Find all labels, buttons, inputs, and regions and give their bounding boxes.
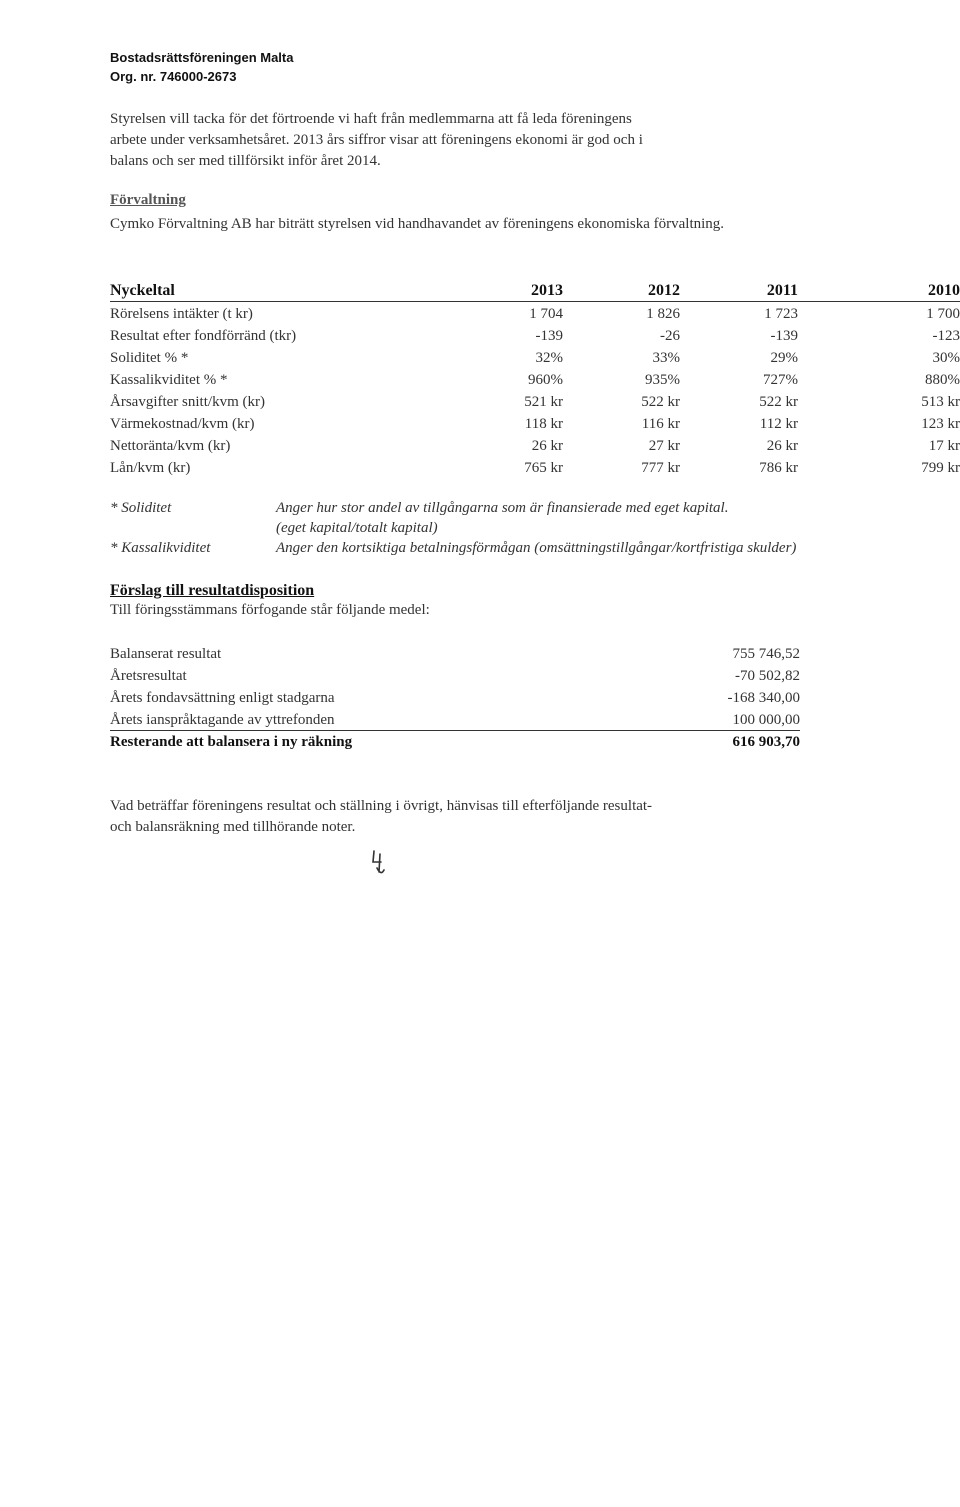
row-label: Lån/kvm (kr) (110, 460, 191, 476)
intro-line: Styrelsen vill tacka för det förtroende vi haft från medlemmarna att få leda föreningens (110, 111, 632, 127)
row-label: Balanserat resultat (110, 646, 222, 662)
cell: 32% (535, 350, 563, 366)
year-2010: 2010 (928, 282, 960, 299)
forvaltning-heading: Förvaltning (110, 192, 186, 208)
cell: 1 704 (529, 306, 563, 322)
cell: 116 kr (641, 416, 680, 432)
disposition-row (110, 646, 800, 668)
intro-line: balans och ser med tillförsikt inför året 2014. (110, 153, 381, 169)
table-row (110, 328, 960, 350)
cell: 17 kr (928, 438, 960, 454)
kassa-note-label: * Kassalikviditet (110, 540, 211, 556)
header-rule (110, 301, 960, 302)
table-row (110, 416, 960, 438)
cell: 1 723 (764, 306, 798, 322)
amount: -168 340,00 (727, 690, 800, 706)
cell: 27 kr (648, 438, 680, 454)
row-label: Åretsresultat (110, 668, 187, 684)
cell: 786 kr (759, 460, 798, 476)
nyckeltal-title: Nyckeltal (110, 282, 175, 299)
year-2013: 2013 (531, 282, 563, 299)
total-amount: 616 903,70 (732, 734, 800, 750)
disposition-intro: Till föringsstämmans förfogande står följande medel: (110, 602, 430, 618)
closing-line: Vad beträffar föreningens resultat och ställning i övrigt, hänvisas till efterföljande resultat- (110, 798, 653, 814)
cell: -26 (660, 328, 680, 344)
cell: 960% (528, 372, 563, 388)
org-number: Org. nr. 746000-2673 (110, 69, 237, 84)
disposition-total-row (110, 734, 800, 756)
row-label: Årets ianspråktagande av yttrefonden (110, 712, 335, 728)
cell: 522 kr (759, 394, 798, 410)
cell: 112 kr (759, 416, 798, 432)
disposition-row (110, 668, 800, 690)
cell: 880% (925, 372, 960, 388)
closing-line: och balansräkning med tillhörande noter. (110, 819, 356, 835)
row-label: Rörelsens intäkter (t kr) (110, 306, 253, 322)
org-name: Bostadsrättsföreningen Malta (110, 50, 294, 65)
cell: 777 kr (641, 460, 680, 476)
cell: 799 kr (921, 460, 960, 476)
table-row (110, 394, 960, 416)
disposition-row (110, 690, 800, 712)
handwritten-initials (368, 848, 390, 878)
table-row (110, 372, 960, 394)
forvaltning-text: Cymko Förvaltning AB har biträtt styrelsen vid handhavandet av föreningens ekonomiska förvaltning. (110, 216, 725, 232)
table-row (110, 438, 960, 460)
cell: 26 kr (766, 438, 798, 454)
cell: 513 kr (921, 394, 960, 410)
cell: 521 kr (524, 394, 563, 410)
soliditet-note-formula: (eget kapital/totalt kapital) (276, 520, 438, 536)
cell: 1 826 (646, 306, 680, 322)
cell: 26 kr (531, 438, 563, 454)
table-row (110, 460, 960, 482)
intro-line: arbete under verksamhetsåret. 2013 års siffror visar att föreningens ekonomi är god och i (110, 132, 643, 148)
total-label: Resterande att balansera i ny räkning (110, 734, 353, 750)
kassa-note-text: Anger den kortsiktiga betalningsförmågan (omsättningstillgångar/kortfristiga skulder) (276, 540, 797, 556)
amount: 100 000,00 (732, 712, 800, 728)
cell: 522 kr (641, 394, 680, 410)
row-label: Nettoränta/kvm (kr) (110, 438, 231, 454)
cell: -139 (770, 328, 798, 344)
row-label: Kassalikviditet % * (110, 372, 228, 388)
soliditet-note-label: * Soliditet (110, 500, 172, 516)
year-2012: 2012 (648, 282, 680, 299)
row-label: Soliditet % * (110, 350, 189, 366)
amount: 755 746,52 (732, 646, 800, 662)
row-label: Årets fondavsättning enligt stadgarna (110, 690, 335, 706)
cell: 30% (932, 350, 960, 366)
row-label: Årsavgifter snitt/kvm (kr) (110, 394, 265, 410)
total-rule (110, 730, 800, 731)
cell: -123 (932, 328, 960, 344)
cell: 727% (763, 372, 798, 388)
cell: 935% (645, 372, 680, 388)
closing-paragraph (110, 796, 652, 838)
cell: 123 kr (921, 416, 960, 432)
row-label: Resultat efter fondförränd (tkr) (110, 328, 297, 344)
cell: 33% (652, 350, 680, 366)
cell: 118 kr (524, 416, 563, 432)
soliditet-note-text: Anger hur stor andel av tillgångarna som är finansierade med eget kapital. (276, 500, 729, 516)
cell: 1 700 (926, 306, 960, 322)
disposition-heading: Förslag till resultatdisposition (110, 582, 315, 599)
cell: 29% (770, 350, 798, 366)
row-label: Värmekostnad/kvm (kr) (110, 416, 255, 432)
table-row (110, 306, 960, 328)
amount: -70 502,82 (735, 668, 800, 684)
cell: -139 (535, 328, 563, 344)
year-2011: 2011 (766, 282, 798, 299)
intro-paragraph (110, 109, 643, 172)
table-row (110, 350, 960, 372)
cell: 765 kr (524, 460, 563, 476)
